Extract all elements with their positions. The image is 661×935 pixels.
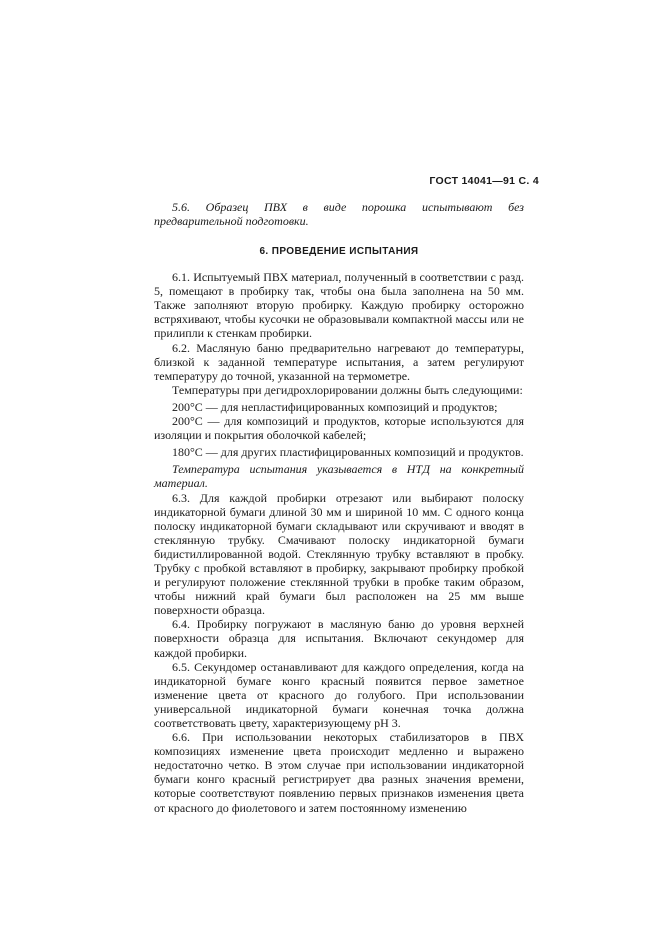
temperature-200-cables: 200°С — для композиций и продуктов, которые используются для изоляции и покрытия оболочкой кабелей; — [154, 414, 524, 443]
paragraph-6-5: 6.5. Секундомер останавливают для каждого определения, когда на индикаторной бумаге конго красный появится первое заметное изменение цвета от красного до голубого. При использовании универсальной индикаторной бумаги конечная точка должна соответствовать цвету, характеризующему pH 3. — [154, 659, 524, 730]
paragraph-5-6: 5.6. Образец ПВХ в виде порошка испытывают без предварительной подготовки. — [154, 200, 524, 229]
section-6 — [154, 245, 524, 815]
paragraph-6-4: 6.4. Пробирку погружают в масляную баню до уровня верхней поверхности образца для испытания. Включают секундомер для каждой пробирки. — [154, 617, 524, 660]
ntd-note: Температура испытания указывается в НТД на конкретный материал. — [154, 462, 524, 491]
page-header: ГОСТ 14041—91 С. 4 — [429, 175, 539, 187]
temperature-180-plasticized: 180°С — для других пластифицированных композиций и продуктов. — [172, 445, 524, 460]
temperatures-intro: Температуры при дегидрохлорировании должны быть следующими: — [172, 382, 523, 397]
temperature-200-unplasticized: 200°С — для непластифицированных композиций и продуктов; — [172, 399, 498, 414]
section-heading: 6. ПРОВЕДЕНИЕ ИСПЫТАНИЯ — [259, 246, 419, 257]
section-5-continuation — [154, 200, 524, 228]
paragraph-6-6: 6.6. При использовании некоторых стабилизаторов в ПВХ композициях изменение цвета происходит медленно и выражено недостаточно четко. В этом случае при использовании индикаторной бумаги конго красный регистрирует два разных значения времени, которые соответствуют появлению первых признаков изменения цвета от красного до фиолетового и затем постоянному изменению — [154, 730, 524, 815]
paragraph-6-2: 6.2. Масляную баню предварительно нагревают до температуры, близкой к заданной температуре испытания, а затем регулируют температуру до точной, указанной на термометре. — [154, 340, 524, 383]
paragraph-6-3: 6.3. Для каждой пробирки отрезают или выбирают полоску индикаторной бумаги длиной 30 мм и шириной 10 мм. С одного конца полоску индикаторной бумаги складывают или скручивают и вводят в стеклянную трубку. Смачивают полоску индикаторной бумаги бидистиллированной водой. Стеклянную трубку вставляют в пробку. Трубку с пробкой вставляют в пробирку, закрывают пробирку пробкой и регулируют положение стеклянной трубки в пробке таким образом, чтобы нижний край бумаги был расположен на 25 мм выше поверхности образца. — [154, 490, 524, 618]
paragraph-6-1: 6.1. Испытуемый ПВХ материал, полученный в соответствии с разд. 5, помещают в пробирку так, чтобы она была заполнена на 50 мм. Также заполняют вторую пробирку. Каждую пробирку осторожно встряхивают, чтобы кусочки не образовывали компактной массы или не прилипли к стенкам пробирки. — [154, 270, 524, 341]
